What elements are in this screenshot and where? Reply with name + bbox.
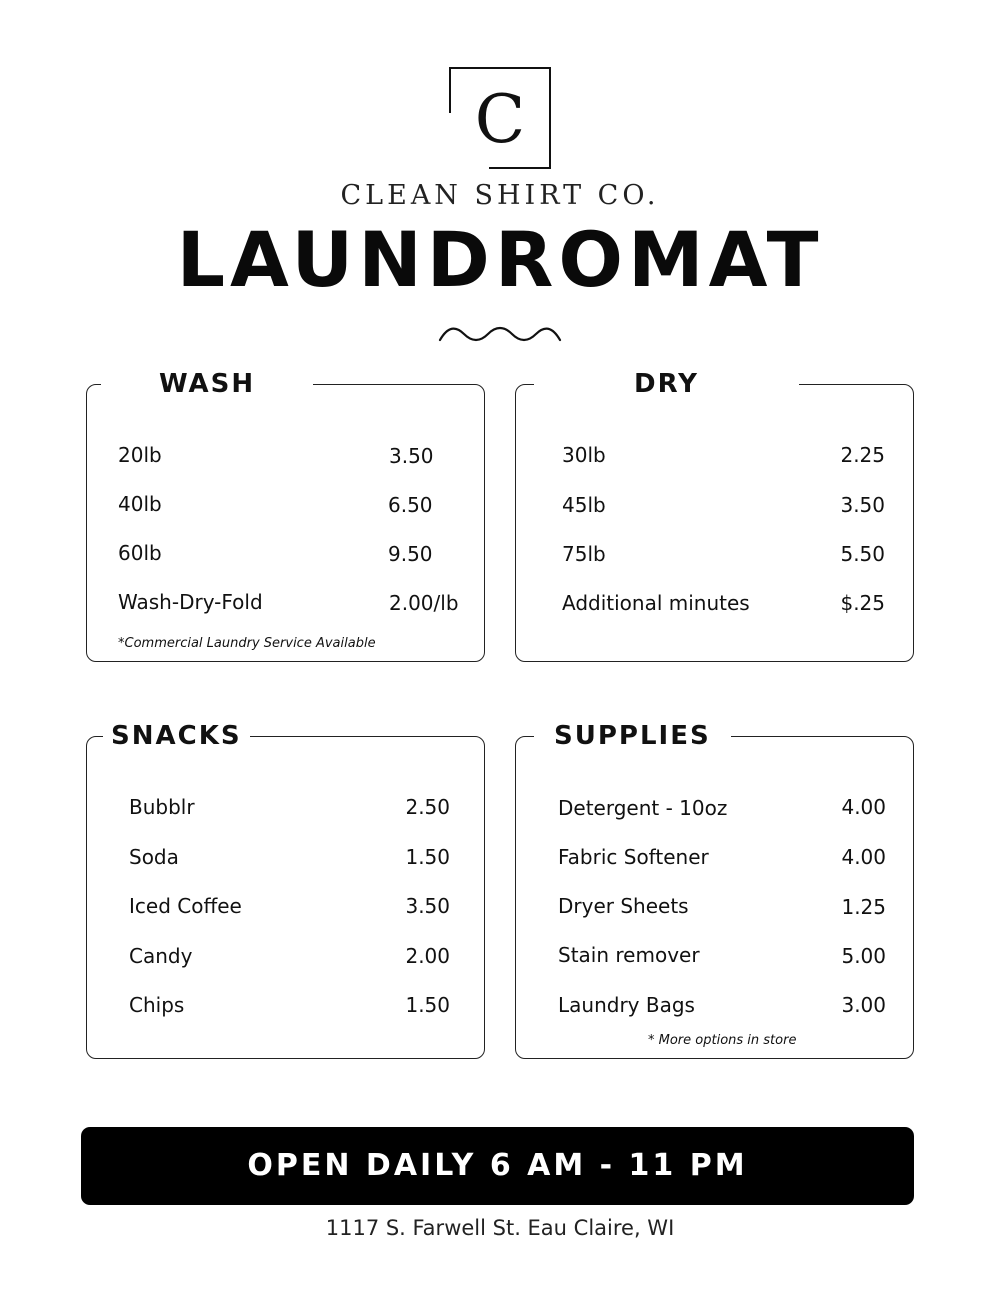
wash-item-label: Wash-Dry-Fold <box>118 590 263 614</box>
snacks-item-price: 1.50 <box>405 993 450 1017</box>
wash-title: WASH <box>101 365 313 403</box>
wash-item-price: 3.50 <box>389 444 434 468</box>
snacks-item-label: Soda <box>129 845 179 869</box>
supplies-item-price: 3.00 <box>841 993 886 1017</box>
supplies-item-label: Fabric Softener <box>558 845 709 869</box>
snacks-item-label: Candy <box>129 944 193 968</box>
snacks-item-price: 2.00 <box>405 944 450 968</box>
wash-item-label: 40lb <box>118 492 162 516</box>
snacks-item-label: Chips <box>129 993 185 1017</box>
dry-item-label: 45lb <box>562 493 606 517</box>
snacks-item-price: 1.50 <box>405 845 450 869</box>
supplies-item-label: Dryer Sheets <box>558 894 689 918</box>
supplies-note: * More options in store <box>648 1033 797 1048</box>
wash-item-label: 60lb <box>118 541 162 565</box>
supplies-box <box>515 721 914 1059</box>
supplies-item-label: Detergent - 10oz <box>558 796 728 820</box>
snacks-item-price: 3.50 <box>405 894 450 918</box>
brand-name: CLEAN SHIRT CO. <box>340 180 660 211</box>
supplies-item-price: 4.00 <box>841 795 886 819</box>
supplies-title: SUPPLIES <box>534 717 731 755</box>
wash-box <box>86 369 485 662</box>
supplies-item-price: 5.00 <box>841 944 886 968</box>
dry-title: DRY <box>534 365 799 403</box>
logo-letter: C <box>474 81 526 158</box>
snacks-item-label: Iced Coffee <box>129 894 242 918</box>
supplies-item-label: Laundry Bags <box>558 993 695 1017</box>
wash-item-price: 6.50 <box>388 493 433 517</box>
dry-item-price: $.25 <box>840 591 885 615</box>
wash-note: *Commercial Laundry Service Available <box>118 636 376 651</box>
wash-item-price: 9.50 <box>388 542 433 566</box>
dry-box <box>515 369 914 662</box>
snacks-item-price: 2.50 <box>405 795 450 819</box>
page-title: LAUNDROMAT <box>176 215 824 304</box>
address: 1117 S. Farwell St. Eau Claire, WI <box>325 1216 675 1240</box>
supplies-item-label: Stain remover <box>558 943 700 967</box>
supplies-item-price: 1.25 <box>841 895 886 919</box>
dry-item-price: 3.50 <box>840 493 885 517</box>
dry-item-label: Additional minutes <box>562 591 750 615</box>
wash-item-price: 2.00/lb <box>389 591 459 615</box>
snacks-item-label: Bubblr <box>129 795 195 819</box>
wash-item-label: 20lb <box>118 443 162 467</box>
dry-item-label: 75lb <box>562 542 606 566</box>
supplies-item-price: 4.00 <box>841 845 886 869</box>
snacks-title: SNACKS <box>103 717 250 755</box>
hours-banner: OPEN DAILY 6 AM - 11 PM <box>81 1127 914 1205</box>
dry-item-price: 2.25 <box>840 443 885 467</box>
dry-item-price: 5.50 <box>840 542 885 566</box>
squiggle-divider <box>438 322 562 346</box>
snacks-box <box>86 721 485 1059</box>
dry-item-label: 30lb <box>562 443 606 467</box>
